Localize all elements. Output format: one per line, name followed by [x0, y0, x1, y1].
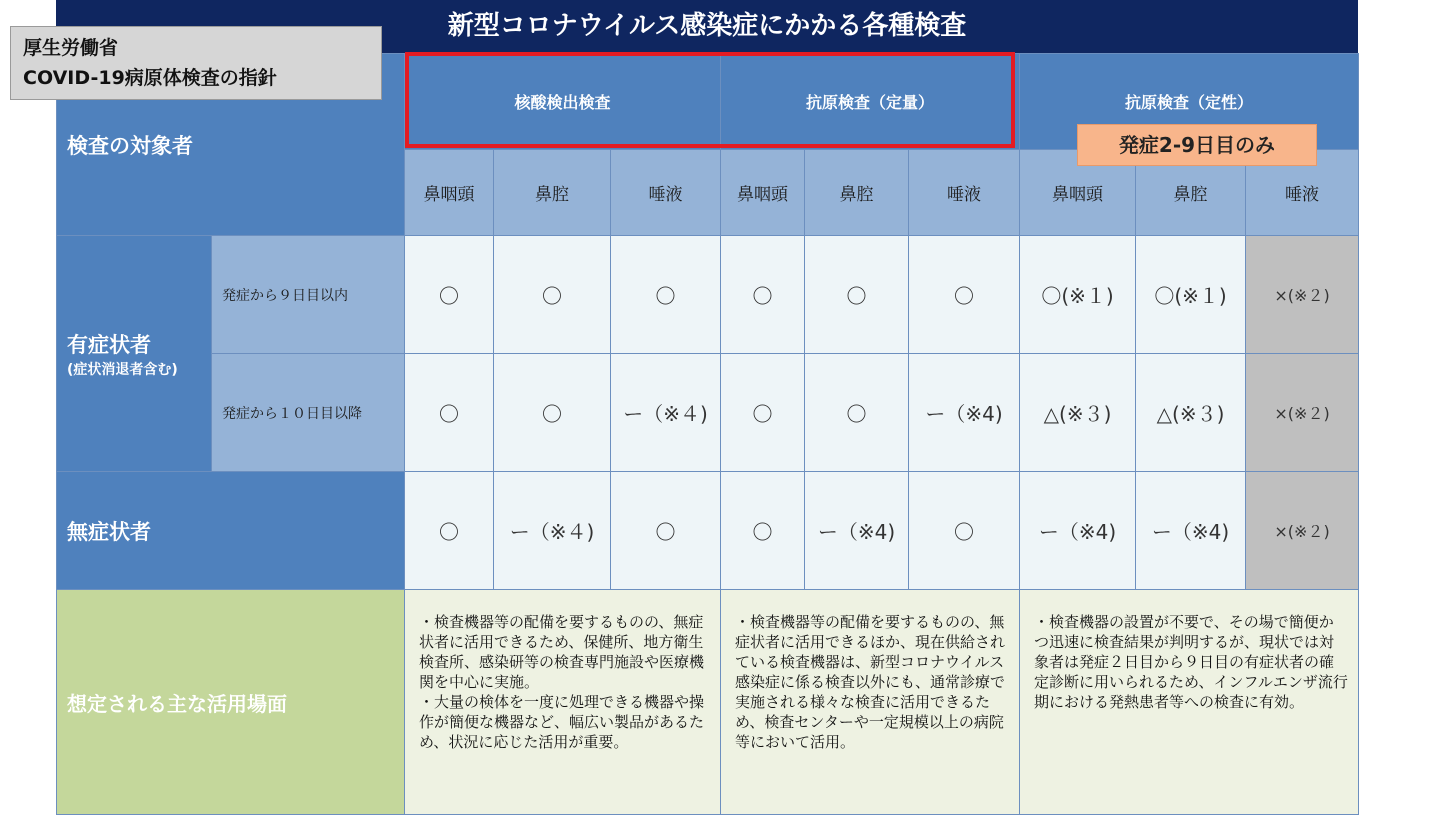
table-cell-not-applicable: ×(※２) — [1246, 472, 1359, 590]
usage-text-antigen-quantitative: ・検査機器等の配備を要するものの、無症状者に活用できるほか、現在供給されている検査機器は、新型コロナウイルス感染症に係る検査以外にも、通常診療で実施される様々な検査に活用できるため、検査センターや一定規模以上の病院等において活用。 — [721, 590, 1020, 815]
source-label-ministry: 厚生労働省 — [23, 37, 119, 59]
table-cell: 〇 — [611, 472, 721, 590]
table-cell: ー（※４) — [494, 472, 611, 590]
usage-text-antigen-qualitative: ・検査機器の設置が不要で、その場で簡便かつ迅速に検査結果が判明するが、現状では対象者は発症２日目から９日目の有症状者の確定診断に用いられるため、インフルエンザ流行期における発熱患者等への検査に有効。 — [1020, 590, 1359, 815]
days-badge: 発症2-9日目のみ — [1077, 124, 1317, 166]
table-cell: ー（※4) — [909, 354, 1020, 472]
table-cell: 〇 — [805, 236, 909, 354]
specimen-header: 鼻腔 — [494, 150, 611, 236]
table-cell: ー（※４) — [611, 354, 721, 472]
asymptomatic-label: 無症状者 — [57, 472, 405, 590]
table-cell: 〇 — [805, 354, 909, 472]
symptomatic-label-main: 有症状者 — [67, 332, 151, 357]
table-cell: 〇 — [494, 354, 611, 472]
table-cell: 〇(※１) — [1136, 236, 1246, 354]
table-cell: 〇 — [405, 354, 494, 472]
table-cell-not-applicable: ×(※２) — [1246, 354, 1359, 472]
table-cell: 〇 — [494, 236, 611, 354]
symptomatic-label-note: (症状消退者含む) — [67, 361, 178, 378]
specimen-header: 唾液 — [611, 150, 721, 236]
symptomatic-label — [57, 236, 212, 472]
method-header-nucleic: 核酸検出検査 — [405, 54, 721, 150]
table-cell: 〇 — [909, 236, 1020, 354]
method-header-antigen-quantitative: 抗原検査（定量） — [721, 54, 1020, 150]
table-cell: 〇 — [721, 472, 805, 590]
table-cell: ー（※4) — [1136, 472, 1246, 590]
table-cell: ー（※4) — [1020, 472, 1136, 590]
specimen-header: 鼻咽頭 — [405, 150, 494, 236]
usage-label: 想定される主な活用場面 — [57, 590, 405, 815]
page-title: 新型コロナウイルス感染症にかかる各種検査 — [56, 0, 1358, 53]
highlight-box — [405, 52, 1015, 148]
table-cell: △(※３) — [1020, 354, 1136, 472]
table-cell: 〇 — [405, 236, 494, 354]
table-cell: 〇 — [405, 472, 494, 590]
specimen-header: 鼻咽頭 — [1020, 150, 1136, 236]
table-cell: △(※３) — [1136, 354, 1246, 472]
target-header: 検査の対象者 — [57, 54, 405, 236]
specimen-header: 唾液 — [909, 150, 1020, 236]
row-label-late: 発症から１０日目以降 — [212, 354, 405, 472]
table-cell: 〇 — [721, 354, 805, 472]
specimen-header: 鼻腔 — [1136, 150, 1246, 236]
specimen-header: 鼻腔 — [805, 150, 909, 236]
specimen-header: 鼻咽頭 — [721, 150, 805, 236]
test-comparison-table — [56, 53, 1359, 815]
table-cell: 〇 — [721, 236, 805, 354]
table-cell-not-applicable: ×(※２) — [1246, 236, 1359, 354]
table-cell: 〇(※１) — [1020, 236, 1136, 354]
method-header-antigen-qualitative: 抗原検査（定性） — [1020, 54, 1359, 150]
source-label — [10, 26, 382, 100]
row-label-early: 発症から９日目以内 — [212, 236, 405, 354]
source-label-guideline: COVID-19病原体検査の指針 — [23, 67, 277, 89]
usage-text-nucleic: ・検査機器等の配備を要するものの、無症状者に活用できるため、保健所、地方衛生検査所、感染研等の検査専門施設や医療機関を中心に実施。 ・大量の検体を一度に処理できる機器や操作が簡便な機器など、幅広い製品があるため、状況に応じた活用が重要。 — [405, 590, 721, 815]
table-cell: ー（※4) — [805, 472, 909, 590]
specimen-header: 唾液 — [1246, 150, 1359, 236]
table-cell: 〇 — [611, 236, 721, 354]
table-cell: 〇 — [909, 472, 1020, 590]
